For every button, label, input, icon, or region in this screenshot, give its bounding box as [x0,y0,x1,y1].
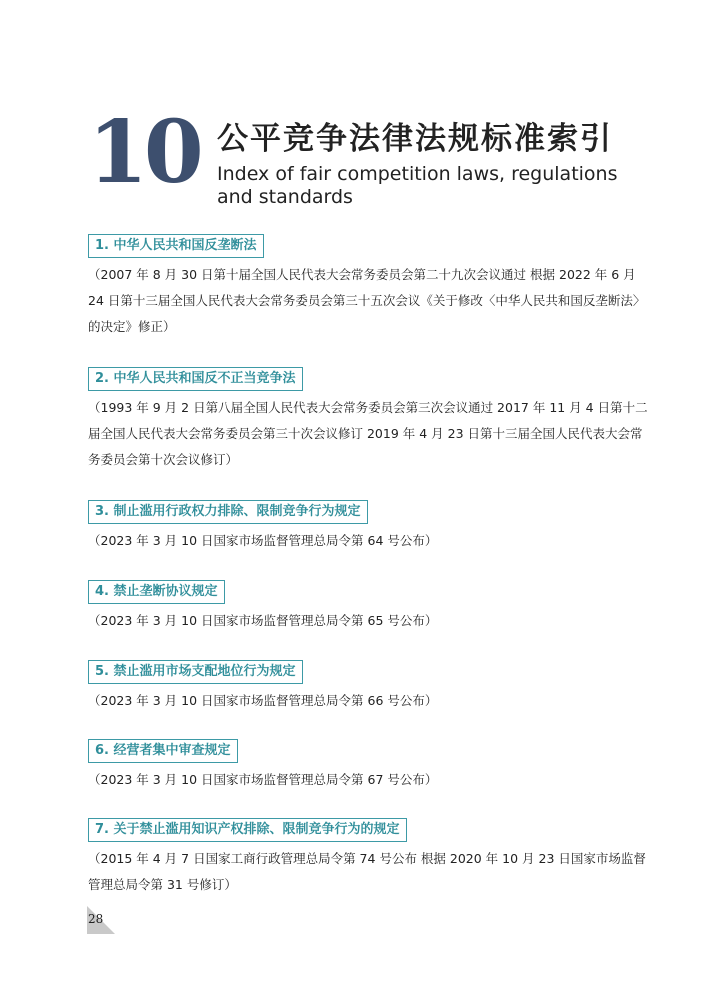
chapter-title-zh: 公平竞争法律法规标准索引 [217,121,613,157]
chapter-number: 10 [88,102,200,203]
index-entry-7 [88,818,648,898]
entry-note-5: （2023 年 3 月 10 日国家市场监督管理总局令第 66 号公布） [88,693,438,708]
entry-heading-2: 2. 中华人民共和国反不正当竞争法 [88,367,303,391]
entry-note-1: （2007 年 8 月 30 日第十届全国人民代表大会常务委员会第二十九次会议通过 根据 2022 年 6 月 24 日第十三届全国人民代表大会常务委员会第三十五次会议《关于修改〈中华人民共和国反垄断法〉的决定》修正） [88,267,646,334]
index-entry-6 [88,739,648,793]
index-entry-3 [88,500,648,554]
entry-note-3: （2023 年 3 月 10 日国家市场监督管理总局令第 64 号公布） [88,533,438,548]
index-entry-5 [88,660,648,714]
entry-note-2: （1993 年 9 月 2 日第八届全国人民代表大会常务委员会第三次会议通过 2017 年 11 月 4 日第十二届全国人民代表大会常务委员会第三十次会议修订 2019 年 4 月 23 日第十三届全国人民代表大会常务委员会第十次会议修订） [88,400,648,467]
index-entry-2 [88,367,648,473]
index-entry-4 [88,580,648,634]
entry-heading-1: 1. 中华人民共和国反垄断法 [88,234,264,258]
entry-heading-4: 4. 禁止垄断协议规定 [88,580,225,604]
entry-heading-7: 7. 关于禁止滥用知识产权排除、限制竞争行为的规定 [88,818,407,842]
entry-note-4: （2023 年 3 月 10 日国家市场监督管理总局令第 65 号公布） [88,613,438,628]
entry-heading-3: 3. 制止滥用行政权力排除、限制竞争行为规定 [88,500,368,524]
entry-heading-6: 6. 经营者集中审查规定 [88,739,238,763]
page-number: 28 [88,912,104,926]
index-entry-1 [88,234,648,340]
entry-note-6: （2023 年 3 月 10 日国家市场监督管理总局令第 67 号公布） [88,772,438,787]
chapter-title-en: Index of fair competition laws, regulations and standards [217,163,618,208]
entry-heading-5: 5. 禁止滥用市场支配地位行为规定 [88,660,303,684]
entry-note-7: （2015 年 4 月 7 日国家工商行政管理总局令第 74 号公布 根据 2020 年 10 月 23 日国家市场监督管理总局令第 31 号修订） [88,851,646,892]
